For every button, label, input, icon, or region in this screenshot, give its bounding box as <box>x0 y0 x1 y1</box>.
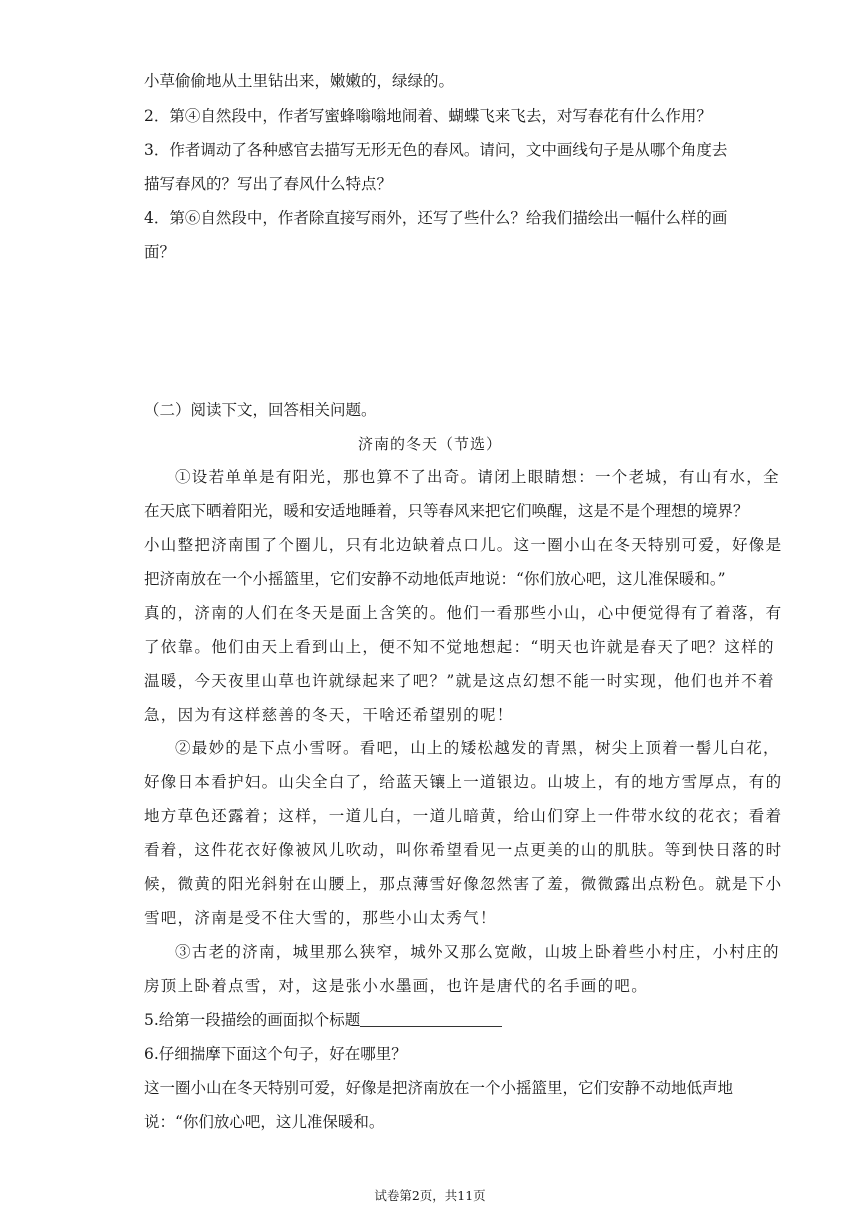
question-4-line-1: 4．第⑥自然段中，作者除直接写雨外，还写了些什么？给我们描绘出一幅什么样的画 <box>144 209 728 227</box>
passage-line: 地方草色还露着；这样，一道儿白，一道儿暗黄，给山们穿上一件带水纹的花衣；看着 <box>144 807 783 825</box>
question-4-line-2: 面？ <box>144 243 176 261</box>
passage-line: ①设若单单是有阳光，那也算不了出奇。请闭上眼睛想：一个老城，有山有水，全 <box>175 468 780 486</box>
passage-line: 在天底下晒着阳光，暖和安适地睡着，只等春风来把它们唤醒，这是不是个理想的境界？ <box>144 502 749 520</box>
passage-title: 济南的冬天（节选） <box>357 435 502 453</box>
question-5 <box>144 1010 502 1030</box>
passage-line: 把济南放在一个小摇篮里，它们安静不动地低声地说：“你们放心吧，这儿准保暖和。” <box>144 570 726 588</box>
passage-line: 温暖，今天夜里山草也许就绿起来了吧？”就是这点幻想不能一时实现，他们也并不着 <box>144 672 775 690</box>
passage-line: 急，因为有这样慈善的冬天，干啥还希望别的呢！ <box>144 706 514 724</box>
part1-line-1: 小草偷偷地从土里钻出来，嫩嫩的，绿绿的。 <box>144 72 455 90</box>
passage-line: 好像日本看护妇。山尖全白了，给蓝天镶上一道银边。山坡上，有的地方雪厚点，有的 <box>144 773 783 791</box>
quoted-sentence-line-1: 这一圈小山在冬天特别可爱，好像是把济南放在一个小摇篮里，它们安静不动地低声地 <box>144 1079 734 1097</box>
question-3-line-2: 描写春风的？写出了春风什么特点？ <box>144 175 393 193</box>
passage-line: 真的，济南的人们在冬天是面上含笑的。他们一看那些小山，心中便觉得有了着落，有 <box>144 604 783 622</box>
question-6: 6.仔细揣摩下面这个句子，好在哪里？ <box>144 1045 407 1063</box>
quoted-sentence-line-2: 说：“你们放心吧，这儿准保暖和。 <box>144 1113 385 1131</box>
section-heading: （二）阅读下文，回答相关问题。 <box>144 401 377 419</box>
passage-line: 小山整把济南围了个圈儿，只有北边缺着点口儿。这一圈小山在冬天特别可爱，好像是 <box>144 536 783 554</box>
passage-line: ③古老的济南，城里那么狭窄，城外又那么宽敞，山坡上卧着些小村庄，小村庄的 <box>175 943 780 961</box>
question-2: 2．第④自然段中，作者写蜜蜂嗡嗡地闹着、蝴蝶飞来飞去，对写春花有什么作用？ <box>144 107 712 125</box>
page-footer: 试卷第2页，共11页 <box>374 1188 486 1203</box>
passage-line: 了依靠。他们由天上看到山上，便不知不觉地想起：“明天也许就是春天了吧？这样的 <box>144 638 775 656</box>
passage-line: 房顶上卧着点雪，对，这是张小水墨画，也许是唐代的名手画的吧。 <box>144 977 649 995</box>
question-5-text: 5.给第一段描绘的画面拟个标题 <box>144 1011 361 1029</box>
question-3-line-1: 3．作者调动了各种感官去描写无形无色的春风。请问，文中画线句子是从哪个角度去 <box>144 141 728 159</box>
passage-line: 候，微黄的阳光斜射在山腰上，那点薄雪好像忽然害了羞，微微露出点粉色。就是下小 <box>144 875 783 893</box>
passage-line: ②最妙的是下点小雪呀。看吧，山上的矮松越发的青黑，树尖上顶着一髻儿白花， <box>175 739 780 757</box>
passage-line: 雪吧，济南是受不住大雪的，那些小山太秀气！ <box>144 909 497 927</box>
passage-line: 看着，这件花衣好像被风儿吹动，叫你希望看见一点更美的山的肌肤。等到快日落的时 <box>144 841 783 859</box>
answer-blank <box>360 1012 502 1027</box>
